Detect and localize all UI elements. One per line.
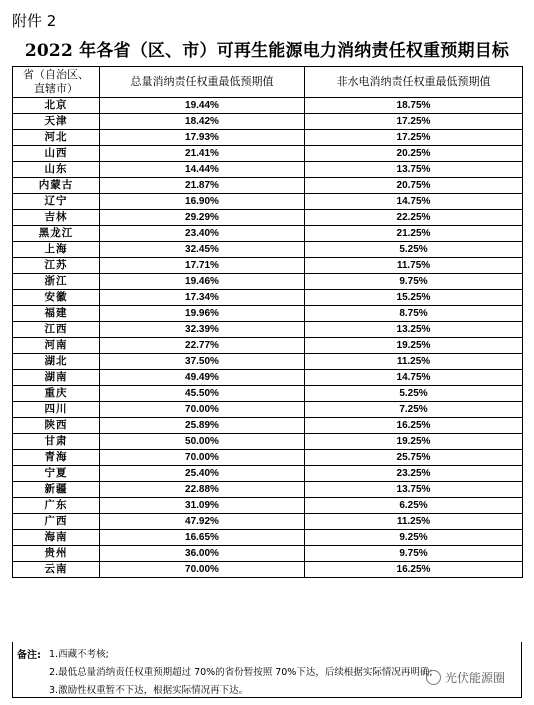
nonhydro-weight-cell: 13.75% — [305, 482, 523, 498]
total-weight-cell: 70.00% — [100, 562, 305, 578]
nonhydro-weight-cell: 20.25% — [305, 146, 523, 162]
province-cell: 宁夏 — [13, 466, 100, 482]
target-table — [12, 66, 523, 578]
table-row — [13, 514, 523, 530]
province-cell: 黑龙江 — [13, 226, 100, 242]
nonhydro-weight-cell: 8.75% — [305, 306, 523, 322]
province-cell: 辽宁 — [13, 194, 100, 210]
total-weight-cell: 14.44% — [100, 162, 305, 178]
table-row — [13, 226, 523, 242]
province-cell: 广西 — [13, 514, 100, 530]
table-row — [13, 162, 523, 178]
table-row — [13, 562, 523, 578]
table-row — [13, 210, 523, 226]
total-weight-cell: 47.92% — [100, 514, 305, 530]
province-cell: 江苏 — [13, 258, 100, 274]
province-cell: 湖南 — [13, 370, 100, 386]
table-row — [13, 146, 523, 162]
nonhydro-weight-cell: 23.25% — [305, 466, 523, 482]
province-cell: 天津 — [13, 114, 100, 130]
total-weight-cell: 17.71% — [100, 258, 305, 274]
attachment-label: 附件 2 — [12, 12, 57, 30]
nonhydro-weight-cell: 9.25% — [305, 530, 523, 546]
total-weight-cell: 19.44% — [100, 98, 305, 114]
total-weight-cell: 17.93% — [100, 130, 305, 146]
total-weight-cell: 31.09% — [100, 498, 305, 514]
province-cell: 内蒙古 — [13, 178, 100, 194]
province-cell: 广东 — [13, 498, 100, 514]
nonhydro-weight-cell: 18.75% — [305, 98, 523, 114]
province-cell: 湖北 — [13, 354, 100, 370]
total-weight-cell: 49.49% — [100, 370, 305, 386]
province-cell: 福建 — [13, 306, 100, 322]
province-cell: 重庆 — [13, 386, 100, 402]
nonhydro-weight-cell: 7.25% — [305, 402, 523, 418]
header-total-weight: 总量消纳责任权重最低预期值 — [100, 67, 305, 98]
province-cell: 河南 — [13, 338, 100, 354]
table-row — [13, 98, 523, 114]
total-weight-cell: 70.00% — [100, 402, 305, 418]
table-row — [13, 178, 523, 194]
total-weight-cell: 21.41% — [100, 146, 305, 162]
total-weight-cell: 22.77% — [100, 338, 305, 354]
total-weight-cell: 36.00% — [100, 546, 305, 562]
wechat-icon — [426, 670, 441, 685]
table-row — [13, 194, 523, 210]
province-cell: 甘肃 — [13, 434, 100, 450]
nonhydro-weight-cell: 11.75% — [305, 258, 523, 274]
province-cell: 贵州 — [13, 546, 100, 562]
table-row — [13, 530, 523, 546]
note-1: 1.西藏不考核; — [49, 649, 109, 660]
table-row — [13, 482, 523, 498]
table-row — [13, 290, 523, 306]
province-cell: 安徽 — [13, 290, 100, 306]
watermark-text: 光伏能源圈 — [445, 671, 506, 685]
table-row — [13, 418, 523, 434]
total-weight-cell: 50.00% — [100, 434, 305, 450]
nonhydro-weight-cell: 11.25% — [305, 354, 523, 370]
nonhydro-weight-cell: 5.25% — [305, 386, 523, 402]
total-weight-cell: 25.89% — [100, 418, 305, 434]
nonhydro-weight-cell: 15.25% — [305, 290, 523, 306]
nonhydro-weight-cell: 9.75% — [305, 546, 523, 562]
nonhydro-weight-cell: 17.25% — [305, 114, 523, 130]
total-weight-cell: 29.29% — [100, 210, 305, 226]
watermark — [426, 669, 505, 686]
nonhydro-weight-cell: 13.75% — [305, 162, 523, 178]
nonhydro-weight-cell: 22.25% — [305, 210, 523, 226]
table-row — [13, 546, 523, 562]
province-cell: 江西 — [13, 322, 100, 338]
province-cell: 新疆 — [13, 482, 100, 498]
table-row — [13, 466, 523, 482]
page-title: 2022 年各省（区、市）可再生能源电力消纳责任权重预期目标 — [24, 41, 510, 61]
total-weight-cell: 19.46% — [100, 274, 305, 290]
province-cell: 山东 — [13, 162, 100, 178]
table-row — [13, 386, 523, 402]
table-row — [13, 402, 523, 418]
table-row — [13, 354, 523, 370]
total-weight-cell: 45.50% — [100, 386, 305, 402]
total-weight-cell: 25.40% — [100, 466, 305, 482]
nonhydro-weight-cell: 11.25% — [305, 514, 523, 530]
header-province-line2: 直辖市） — [34, 82, 78, 95]
table-row — [13, 274, 523, 290]
nonhydro-weight-cell: 25.75% — [305, 450, 523, 466]
total-weight-cell: 32.45% — [100, 242, 305, 258]
nonhydro-weight-cell: 21.25% — [305, 226, 523, 242]
nonhydro-weight-cell: 6.25% — [305, 498, 523, 514]
total-weight-cell: 37.50% — [100, 354, 305, 370]
total-weight-cell: 19.96% — [100, 306, 305, 322]
header-province — [13, 67, 100, 98]
total-weight-cell: 16.90% — [100, 194, 305, 210]
nonhydro-weight-cell: 20.75% — [305, 178, 523, 194]
nonhydro-weight-cell: 5.25% — [305, 242, 523, 258]
province-cell: 海南 — [13, 530, 100, 546]
nonhydro-weight-cell: 16.25% — [305, 562, 523, 578]
province-cell: 吉林 — [13, 210, 100, 226]
table-row — [13, 114, 523, 130]
province-cell: 陕西 — [13, 418, 100, 434]
nonhydro-weight-cell: 16.25% — [305, 418, 523, 434]
table-row — [13, 242, 523, 258]
table-row — [13, 434, 523, 450]
table-header-row — [13, 67, 523, 98]
total-weight-cell: 23.40% — [100, 226, 305, 242]
province-cell: 云南 — [13, 562, 100, 578]
nonhydro-weight-cell: 9.75% — [305, 274, 523, 290]
nonhydro-weight-cell: 19.25% — [305, 338, 523, 354]
total-weight-cell: 70.00% — [100, 450, 305, 466]
table-row — [13, 370, 523, 386]
table-row — [13, 258, 523, 274]
nonhydro-weight-cell: 14.75% — [305, 194, 523, 210]
province-cell: 青海 — [13, 450, 100, 466]
province-cell: 河北 — [13, 130, 100, 146]
nonhydro-weight-cell: 14.75% — [305, 370, 523, 386]
note-3: 3.激励性权重暂不下达，根据实际情况再下达。 — [49, 685, 249, 696]
total-weight-cell: 17.34% — [100, 290, 305, 306]
table-row — [13, 130, 523, 146]
table-row — [13, 322, 523, 338]
header-province-line1: 省（自治区、 — [23, 68, 89, 81]
nonhydro-weight-cell: 19.25% — [305, 434, 523, 450]
header-nonhydro-weight: 非水电消纳责任权重最低预期值 — [305, 67, 523, 98]
total-weight-cell: 22.88% — [100, 482, 305, 498]
total-weight-cell: 21.87% — [100, 178, 305, 194]
province-cell: 浙江 — [13, 274, 100, 290]
total-weight-cell: 32.39% — [100, 322, 305, 338]
notes-label: 备注: — [17, 650, 41, 661]
nonhydro-weight-cell: 13.25% — [305, 322, 523, 338]
province-cell: 北京 — [13, 98, 100, 114]
province-cell: 山西 — [13, 146, 100, 162]
province-cell: 上海 — [13, 242, 100, 258]
table-row — [13, 338, 523, 354]
note-2: 2.最低总量消纳责任权重预期超过 70%的省份暂按照 70%下达，后续根据实际情况再明确; — [49, 667, 433, 678]
total-weight-cell: 18.42% — [100, 114, 305, 130]
province-cell: 四川 — [13, 402, 100, 418]
total-weight-cell: 16.65% — [100, 530, 305, 546]
table-row — [13, 498, 523, 514]
table-row — [13, 450, 523, 466]
nonhydro-weight-cell: 17.25% — [305, 130, 523, 146]
table-row — [13, 306, 523, 322]
